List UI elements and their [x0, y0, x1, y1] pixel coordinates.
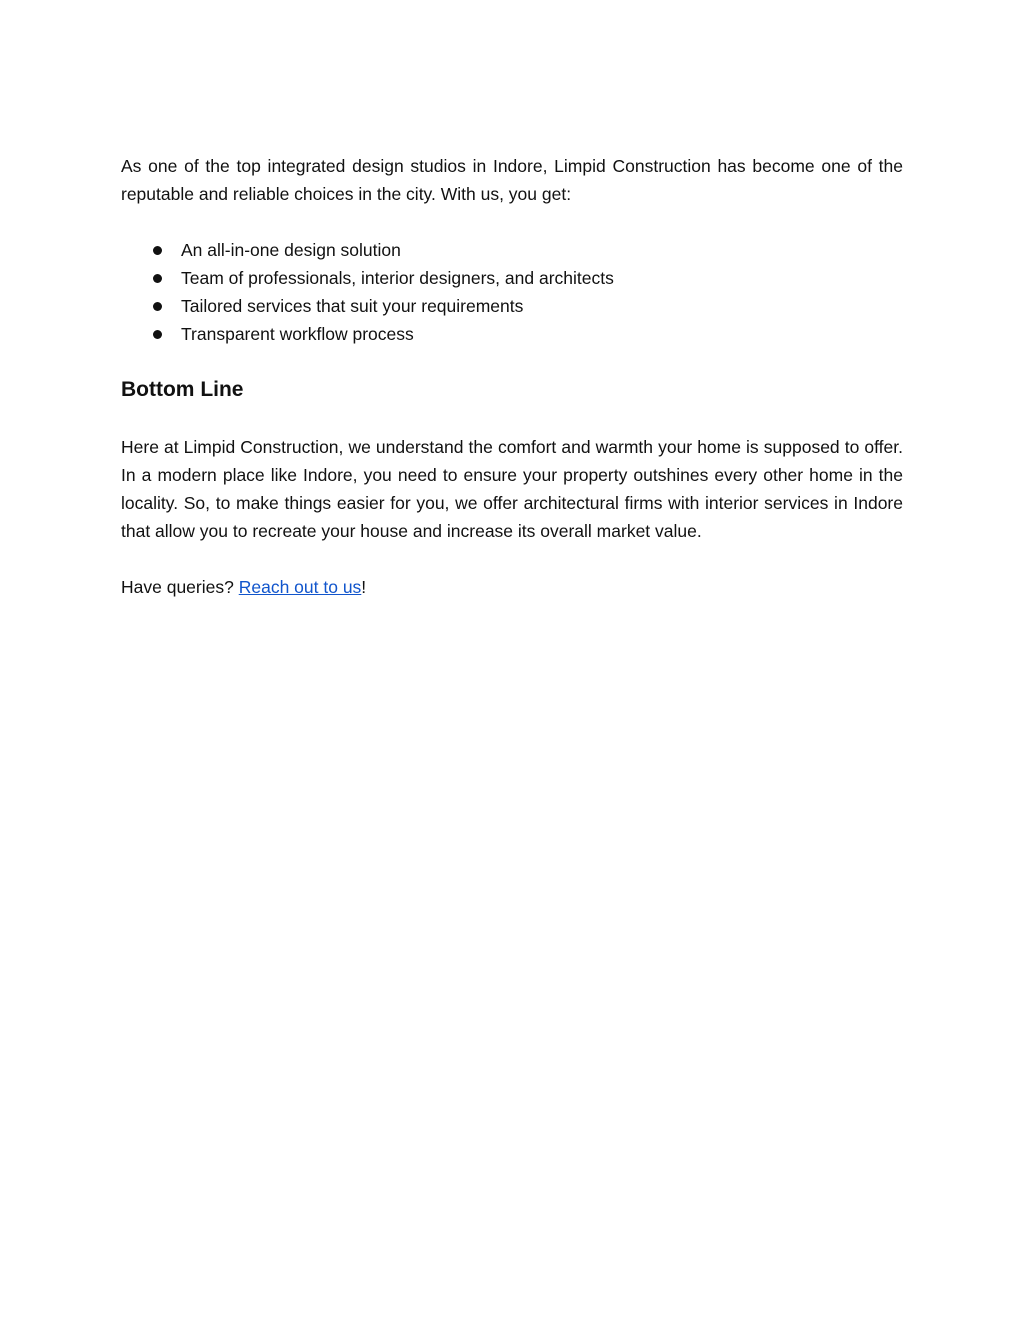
list-item: [121, 292, 903, 320]
list-item: [121, 264, 903, 292]
document-page: [121, 152, 903, 601]
list-item-text: An all-in-one design solution: [181, 240, 401, 260]
cta-prefix: Have queries?: [121, 577, 239, 597]
cta-suffix: !: [361, 577, 367, 597]
list-item: [121, 320, 903, 348]
list-item: [121, 236, 903, 264]
bullet-icon: [153, 302, 162, 311]
intro-paragraph: As one of the top integrated design studios in Indore, Limpid Construction has become one of the reputable and reliable choices in the city. With us, you get:: [121, 156, 903, 204]
cta-paragraph: [121, 573, 903, 601]
list-item-text: Transparent workflow process: [181, 324, 414, 344]
contact-link[interactable]: Reach out to us: [238, 577, 362, 597]
list-item-text: Tailored services that suit your requirements: [181, 296, 524, 316]
list-item-text: Team of professionals, interior designers, and architects: [181, 268, 614, 288]
bullet-icon: [153, 330, 162, 339]
benefits-list: [121, 236, 903, 348]
body-paragraph: Here at Limpid Construction, we understand the comfort and warmth your home is supposed to offer. In a modern place like Indore, you need to ensure your property outshines every other home in the locality. So, to make things easier for you, we offer architectural firms with interior services in Indore that allow you to recreate your house and increase its overall market value.: [121, 437, 903, 541]
bullet-icon: [153, 274, 162, 283]
bullet-icon: [153, 246, 162, 255]
section-heading: Bottom Line: [121, 378, 244, 401]
